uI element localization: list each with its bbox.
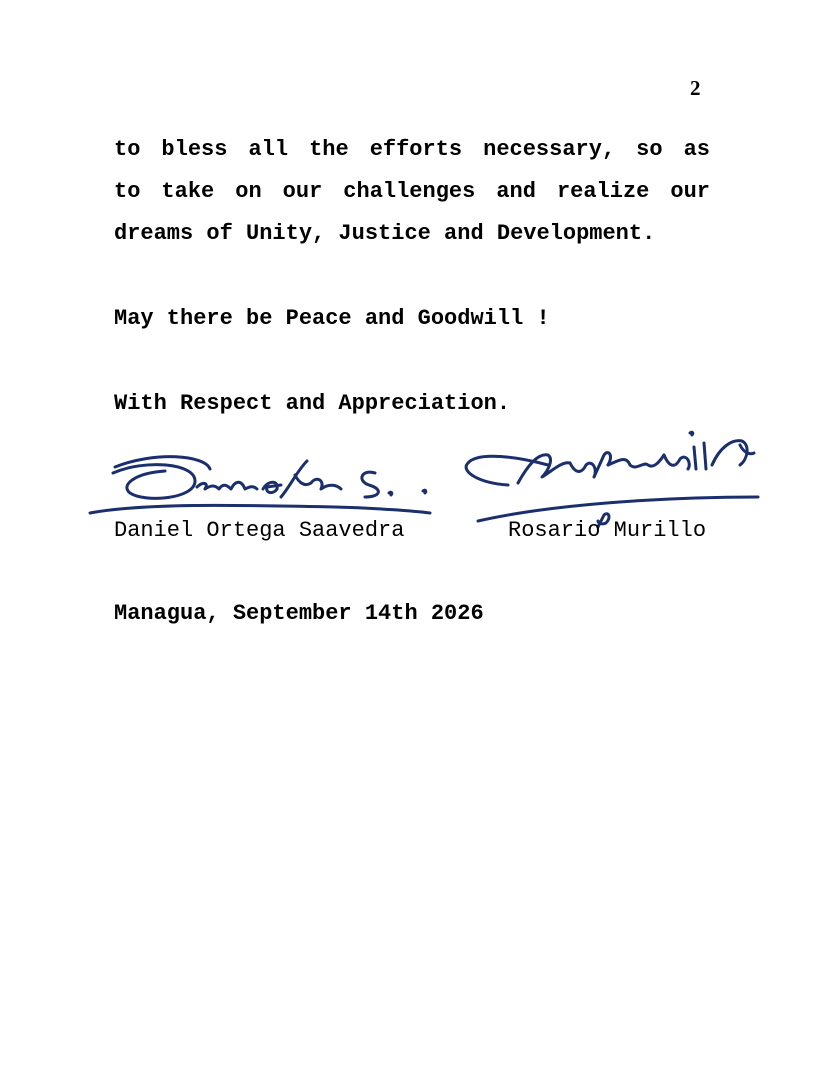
peace-line: May there be Peace and Goodwill ! xyxy=(114,306,550,331)
paragraph-line-3: dreams of Unity, Justice and Development. xyxy=(114,221,656,246)
paragraph-line-2: to take on our challenges and realize our xyxy=(114,179,710,204)
paragraph-line-1: to bless all the efforts necessary, so as xyxy=(114,137,710,162)
signatory-name-rosario: Rosario Murillo xyxy=(508,518,707,543)
page-number: 2 xyxy=(690,76,701,100)
place-and-date: Managua, September 14th 2026 xyxy=(114,601,484,626)
closing-line: With Respect and Appreciation. xyxy=(114,391,511,416)
signatory-name-daniel: Daniel Ortega Saavedra xyxy=(114,518,405,543)
signature-daniel-ortega xyxy=(85,445,435,525)
